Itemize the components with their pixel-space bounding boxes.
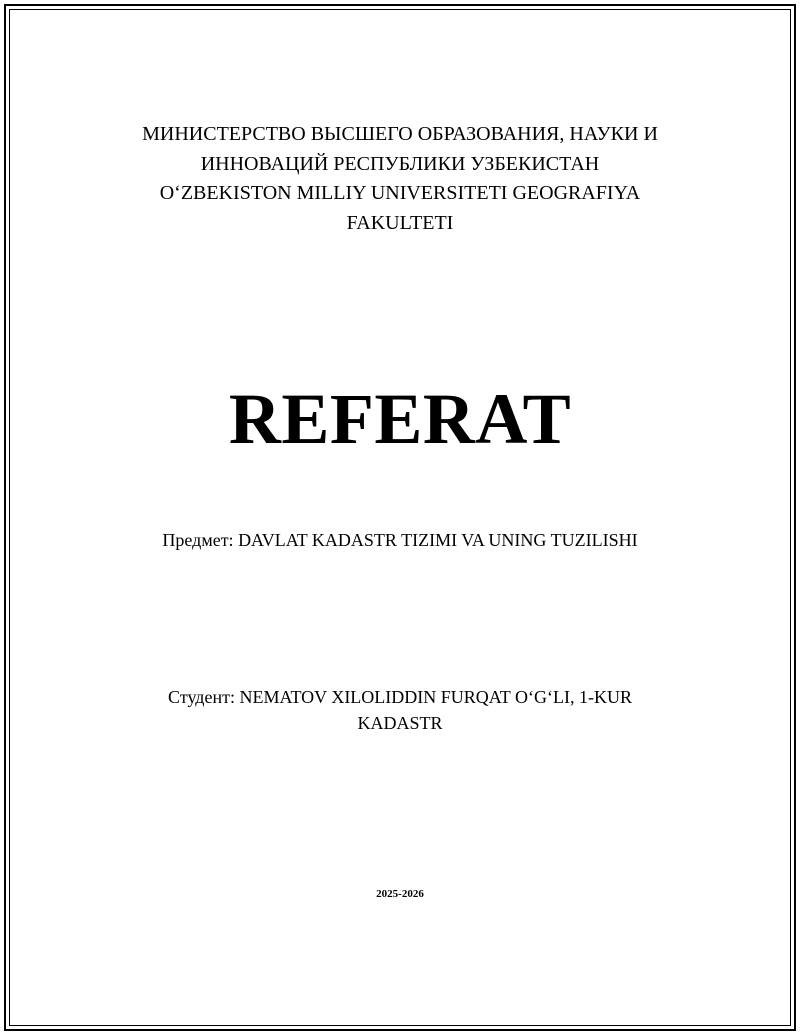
header-line: МИНИСТЕРСТВО ВЫСШЕГО ОБРАЗОВАНИЯ, НАУКИ И [142,123,658,145]
student-value: NEMATOV XILOLIDDIN FURQAT O‘G‘LI, 1-KUR KADASTR [239,687,632,733]
document-title: REFERAT [228,379,572,459]
subject-value: DAVLAT KADASTR TIZIMI VA UNING TUZILISHI [238,530,638,550]
subject-label: Предмет: [162,530,234,550]
header-line: FAKULTETI [346,211,454,234]
student-line [150,684,650,736]
subject-line [0,527,800,553]
student-label: Студент: [168,687,235,707]
institution-header [0,120,800,238]
academic-year: 2025-2026 [376,888,424,900]
header-line: O‘ZBEKISTON MILLIY UNIVERSITETI GEOGRAFIYA [159,182,641,204]
header-line: ИННОВАЦИЙ РЕСПУБЛИКИ УЗБЕКИСТАН [200,152,600,175]
